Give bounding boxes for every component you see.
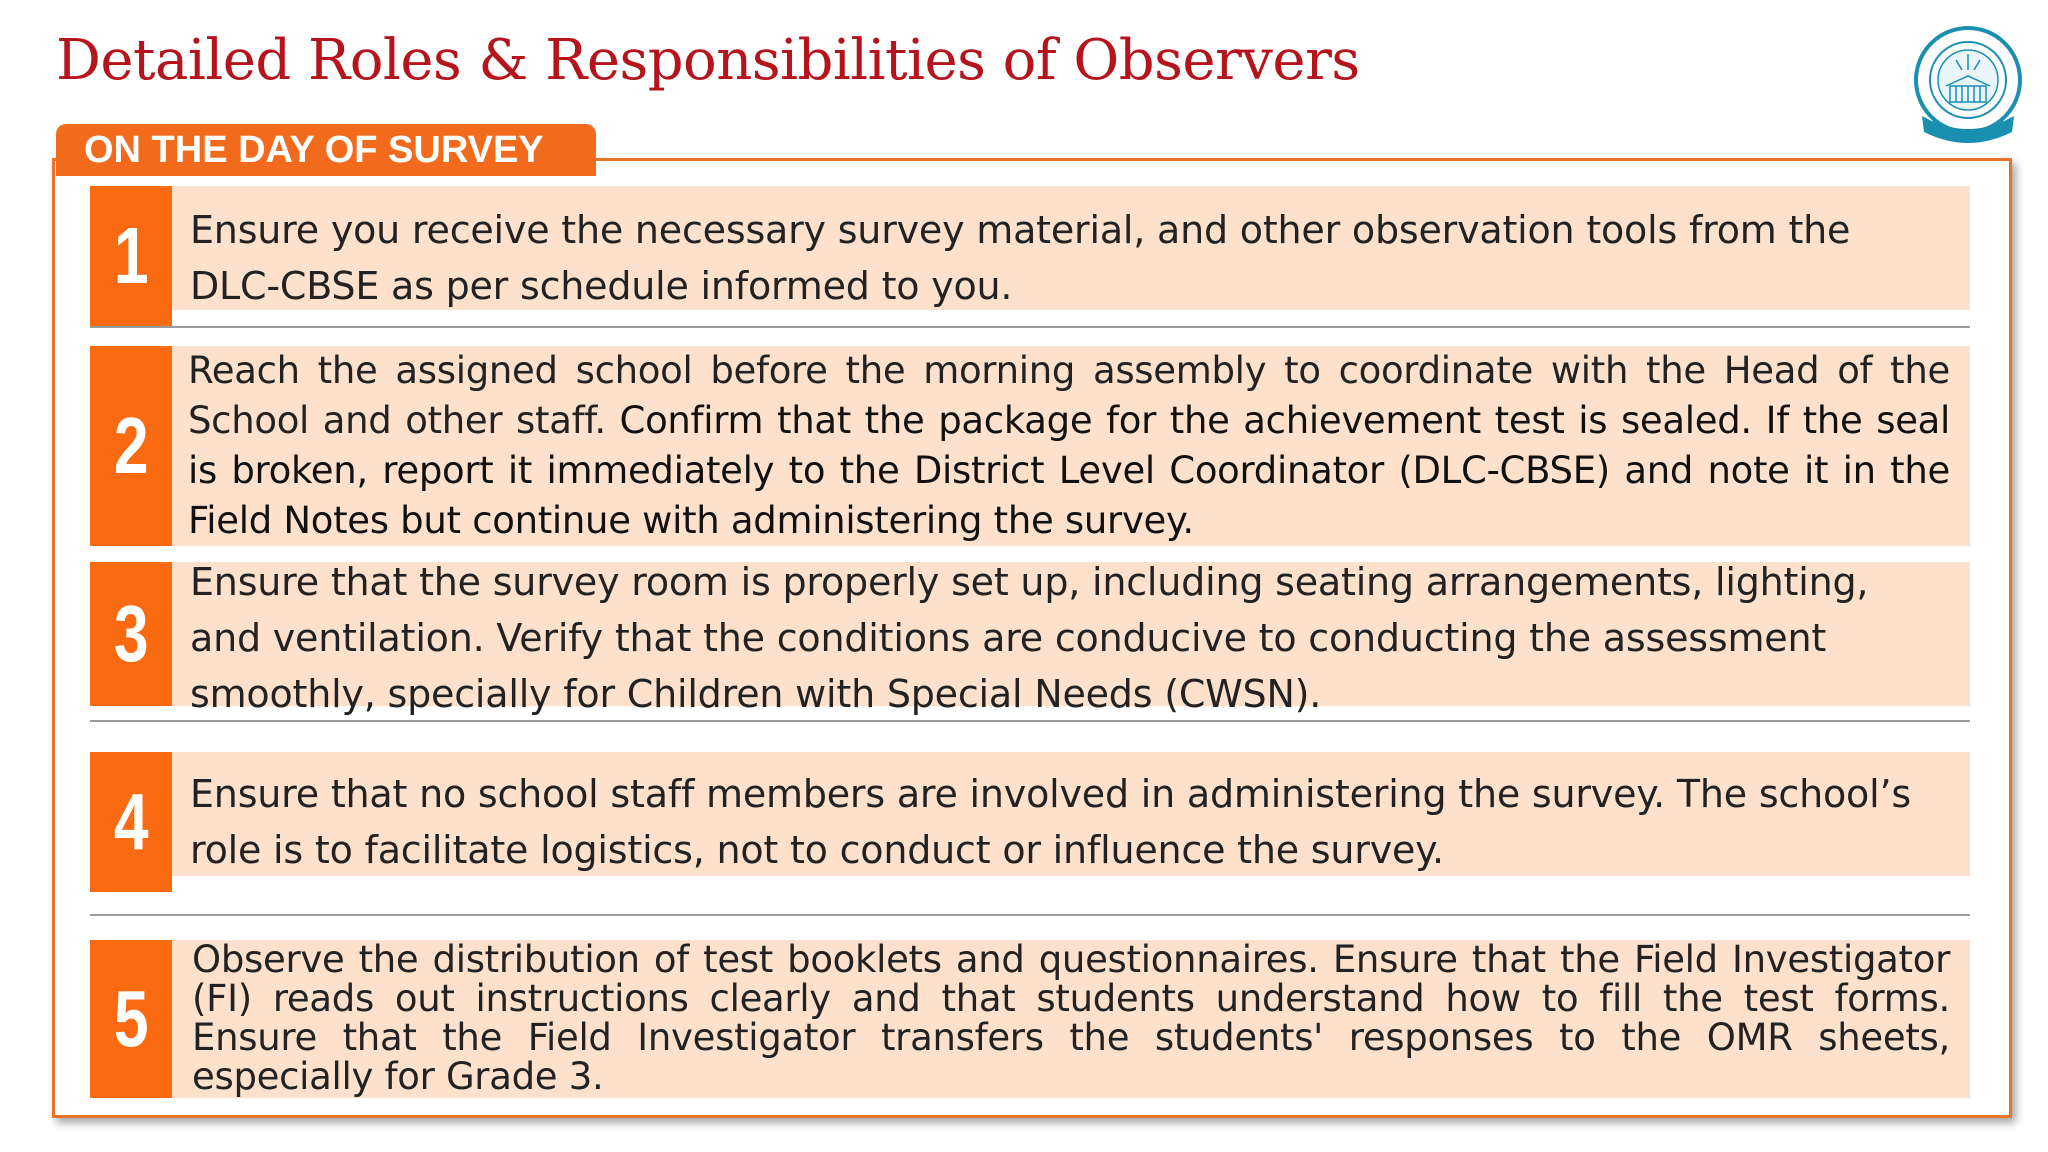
cbse-seal-icon xyxy=(1908,20,2030,154)
item-text-part: Confirm that the package for the achievement test is sealed. If the seal is broken, report it immediately to the District Level Coordinator (DLC-CBSE) and note it in the Field Notes but continue with administering the survey. xyxy=(188,399,1951,542)
list-item xyxy=(90,560,1970,716)
list-item xyxy=(90,346,1970,546)
item-number: 5 xyxy=(90,940,172,1098)
divider xyxy=(90,720,1970,722)
list-item xyxy=(90,186,1970,326)
item-number: 4 xyxy=(90,752,172,892)
item-text: Ensure that no school staff members are involved in administering the survey. The school’s role is to facilitate logistics, not to conduct or influence the survey. xyxy=(190,772,1911,872)
item-text-part: Reach the assigned school before the morning assembly to coordinate with the Head of the School and other staff. xyxy=(188,349,1950,442)
item-text: Ensure you receive the necessary survey material, and other observation tools from the DLC-CBSE as per schedule informed to you. xyxy=(190,208,1851,308)
item-text: Observe the distribution of test booklets and questionnaires. Ensure that the Field Investigator (FI) reads out instructions clearly and that students understand how to fill the test forms. Ensure that the Field Investigator transfers the students' responses to the OMR sheets, especially for Grade 3. xyxy=(192,938,1950,1098)
item-text: Ensure that the survey room is properly set up, including seating arrangements, lighting, and ventilation. Verify that the conditions are conducive to conducting the assessment smoothly, specially for Children with Special Needs (CWSN). xyxy=(190,560,1869,716)
divider xyxy=(90,326,1970,328)
item-number: 3 xyxy=(90,562,172,706)
page-title: Detailed Roles & Responsibilities of Observers xyxy=(56,28,1360,93)
section-tab: ON THE DAY OF SURVEY xyxy=(56,124,596,176)
item-number: 1 xyxy=(90,186,172,326)
list-item xyxy=(90,940,1970,1098)
list-item xyxy=(90,752,1970,892)
item-number: 2 xyxy=(90,346,172,546)
item-text xyxy=(188,346,1950,546)
divider xyxy=(90,914,1970,916)
